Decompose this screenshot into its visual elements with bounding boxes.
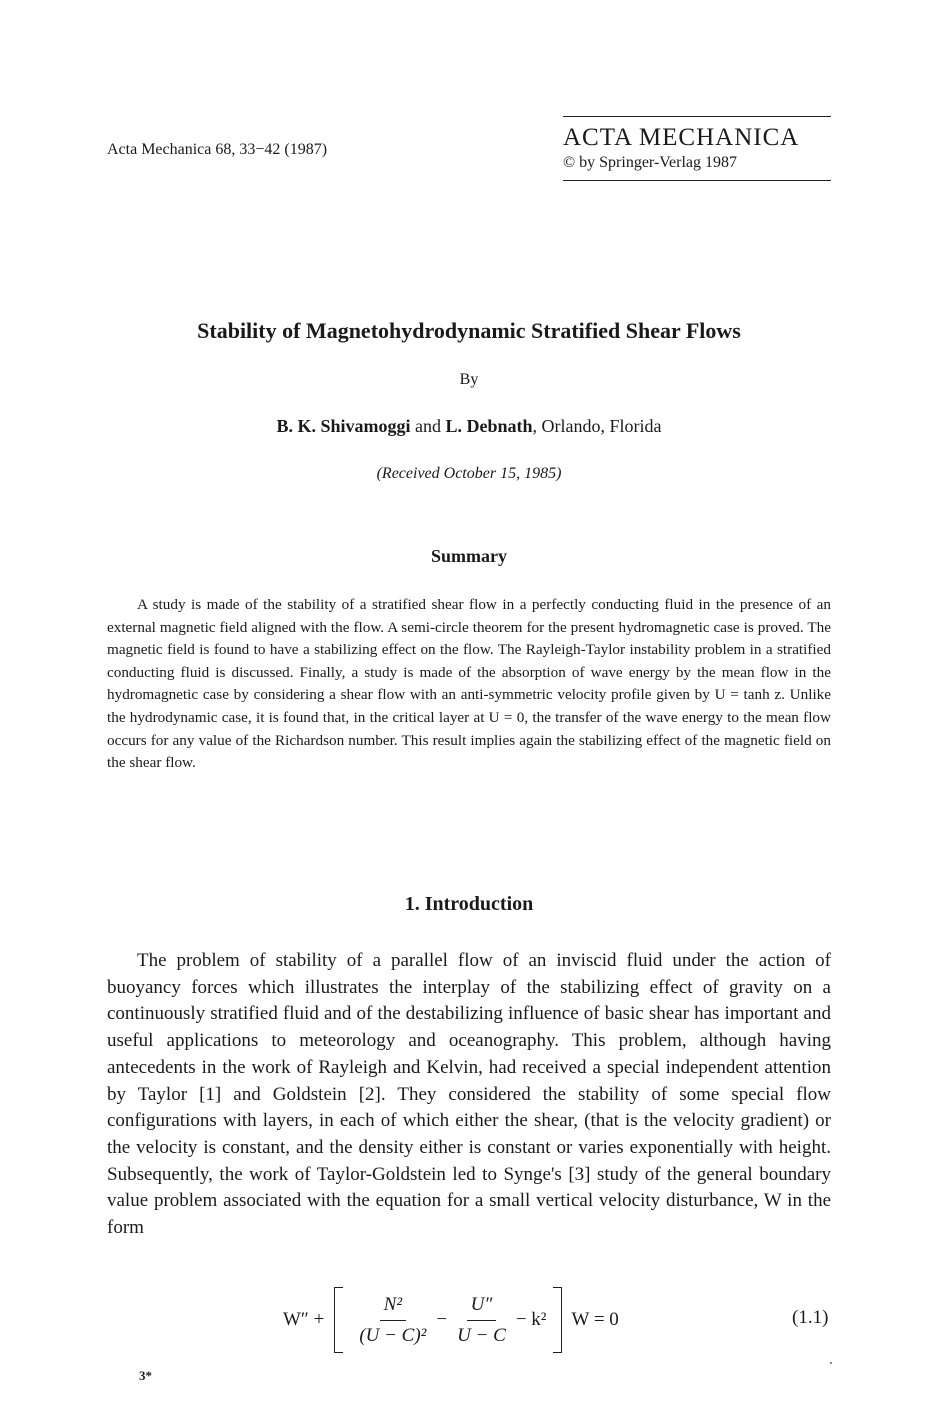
paper-title: Stability of Magnetohydrodynamic Stratified Shear Flows	[197, 318, 741, 343]
summary-heading: Summary	[431, 546, 507, 566]
fraction-u-numerator: U″	[467, 1292, 497, 1321]
fraction-u-denominator: U − C	[457, 1324, 506, 1346]
author-shivamoggi: B. K. Shivamoggi	[276, 416, 411, 436]
right-bracket	[553, 1287, 562, 1353]
fraction-n2	[355, 1292, 430, 1349]
equation-number: (1.1)	[792, 1307, 829, 1328]
fraction-n2-numerator: N²	[380, 1292, 406, 1321]
fraction-u	[453, 1292, 510, 1349]
summary-text: A study is made of the stability of a stratified shear flow in a perfectly conducting fluid in the presence of an external magnetic field aligned with the flow. A semi-circle theorem for the present hydromagnetic case is proved. The magnetic field is found to have a stabilizing effect on the flow. The Rayleigh-Taylor instability problem in a stratified conducting fluid is discussed. Finally, a study is made of the absorption of wave energy by the mean flow in the hydromagnetic case by considering a shear flow with an anti-symmetric velocity profile given by U = tanh z. Unlike the hydrodynamic case, it is found that, in the critical layer at U = 0, the transfer of the wave energy to the mean flow occurs for any value of the Richardson number. This result implies again the stabilizing effect of the magnetic field on the shear flow.	[107, 596, 831, 772]
received-date: (Received October 15, 1985)	[376, 465, 562, 482]
equation-minus: −	[436, 1309, 448, 1330]
masthead-title: ACTA MECHANICA	[563, 124, 800, 151]
equation-lhs: W″ +	[283, 1309, 325, 1330]
author-debnath: L. Debnath	[445, 416, 533, 436]
introduction-text: The problem of stability of a parallel flow of an inviscid fluid under the action of buoyancy forces which illustrates the interplay of the stabilizing effect of gravity on a continuously stratified fluid and of the destabilizing influence of basic shear has important and useful applications to meteorology and oceanography. This problem, although having antecedents in the work of Rayleigh and Kelvin, had received a special independent attention by Taylor [1] and Goldstein [2]. They considered the stability of some special flow configurations with layers, in each of which either the shear, (that is the velocity gradient) or the velocity is constant, and the density either is constant or varies exponentially with height. Subsequently, the work of Taylor-Goldstein led to Synge's [3] study of the general boundary value problem associated with the equation for a small vertical velocity disturbance, W in the form	[107, 950, 831, 1239]
masthead-copyright: © by Springer-Verlag 1987	[563, 154, 738, 171]
equation-1-1	[283, 1284, 619, 1356]
author-location: , Orlando, Florida	[532, 416, 662, 436]
by-line: By	[459, 371, 479, 388]
author-conjunction: and	[415, 416, 441, 436]
equation-rhs: W = 0	[571, 1309, 619, 1330]
scan-speck	[830, 1362, 832, 1364]
fraction-n2-denominator: (U − C)²	[359, 1324, 427, 1346]
journal-reference: Acta Mechanica 68, 33−42 (1987)	[107, 141, 328, 158]
journal-masthead	[563, 116, 831, 181]
equation-k2-term: − k²	[515, 1309, 547, 1330]
introduction-heading: 1. Introduction	[404, 893, 534, 915]
left-bracket	[334, 1287, 343, 1353]
author-line	[0, 416, 938, 437]
page-signature-marker: 3*	[139, 1368, 152, 1383]
